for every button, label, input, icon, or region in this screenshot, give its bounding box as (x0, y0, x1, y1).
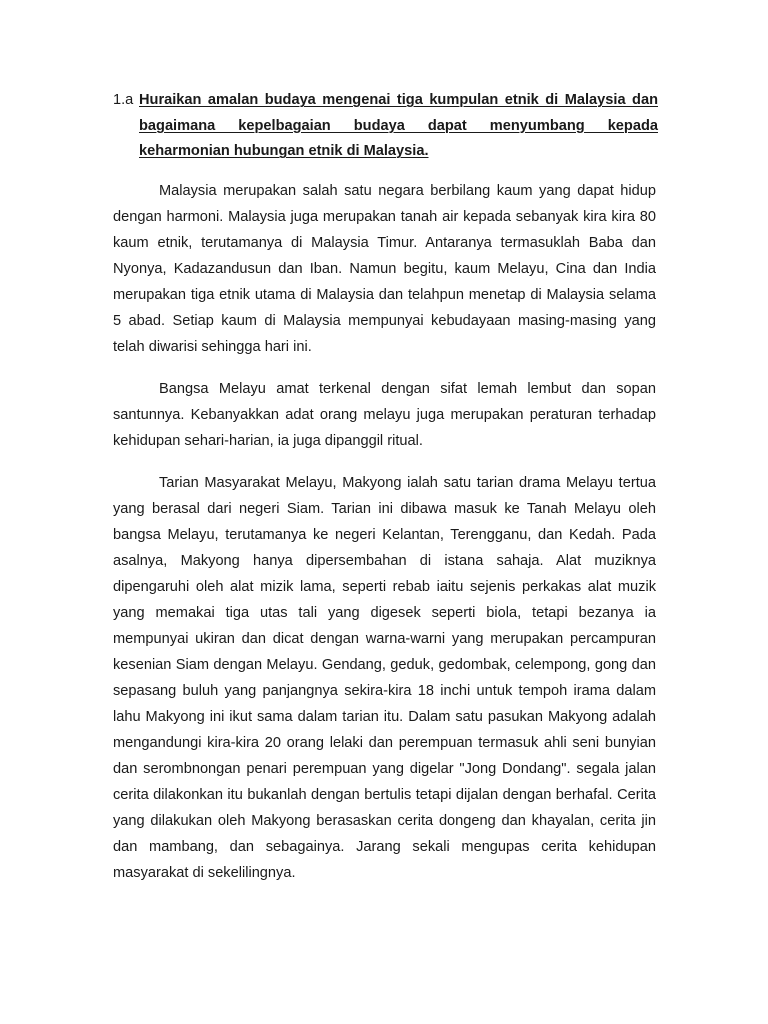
question-text: Huraikan amalan budaya mengenai tiga kumpulan etnik di Malaysia dan bagaimana kepelbagaian budaya dapat menyumbang kepada keharmonian hubungan etnik di Malaysia. (139, 92, 658, 159)
question-number: 1.a (113, 92, 134, 108)
paragraph-malay-customs: Bangsa Melayu amat terkenal dengan sifat lemah lembut dan sopan santunnya. Kebanyakkan adat orang melayu juga merupakan peraturan terhadap kehidupan sehari-harian, ia juga dipanggil ritual. (113, 381, 656, 449)
paragraph-intro: Malaysia merupakan salah satu negara berbilang kaum yang dapat hidup dengan harmoni. Malaysia juga merupakan tanah air kepada sebanyak kira kira 80 kaum etnik, terutamanya di Malaysia Timur. Antaranya termasuklah Baba dan Nyonya, Kadazandusun dan Iban. Namun begitu, kaum Melayu, Cina dan India merupakan tiga etnik utama di Malaysia dan telahpun menetap di Malaysia selama 5 abad. Setiap kaum di Malaysia mempunyai kebudayaan masing-masing yang telah diwarisi sehingga hari ini. (113, 183, 656, 355)
essay-body (113, 178, 656, 902)
question-heading (113, 88, 658, 165)
paragraph-makyong-dance: Tarian Masyarakat Melayu, Makyong ialah satu tarian drama Melayu tertua yang berasal dari negeri Siam. Tarian ini dibawa masuk ke Tanah Melayu oleh bangsa Melayu, terutamanya ke negeri Kelantan, Terengganu, dan Kedah. Pada asalnya, Makyong hanya dipersembahan di istana sahaja. Alat muziknya dipengaruhi oleh alat mizik lama, seperti rebab iaitu sejenis perkakas alat muzik yang memakai tiga utas tali yang digesek seperti biola, tetapi bezanya ia mempunyai ukiran dan dicat dengan warna-warni yang merupakan percampuran kesenian Siam dengan Melayu. Gendang, geduk, gedombak, celempong, gong dan sepasang buluh yang panjangnya sekira-kira 18 inchi untuk tempoh irama dalam lahu Makyong ini ikut sama dalam tarian itu. Dalam satu pasukan Makyong adalah mengandungi kira-kira 20 orang lelaki dan perempuan termasuk ahli seni bunyian dan serombnongan penari perempuan yang digelar "Jong Dondang". segala jalan cerita dilakonkan itu bukanlah dengan bertulis tetapi dijalan dengan berhafal. Cerita yang dilakukan oleh Makyong berasaskan cerita dongeng dan khayalan, cerita jin dan mambang, dan sebagainya. Jarang sekali mengupas cerita kehidupan masyarakat di sekelilingnya. (113, 475, 656, 881)
